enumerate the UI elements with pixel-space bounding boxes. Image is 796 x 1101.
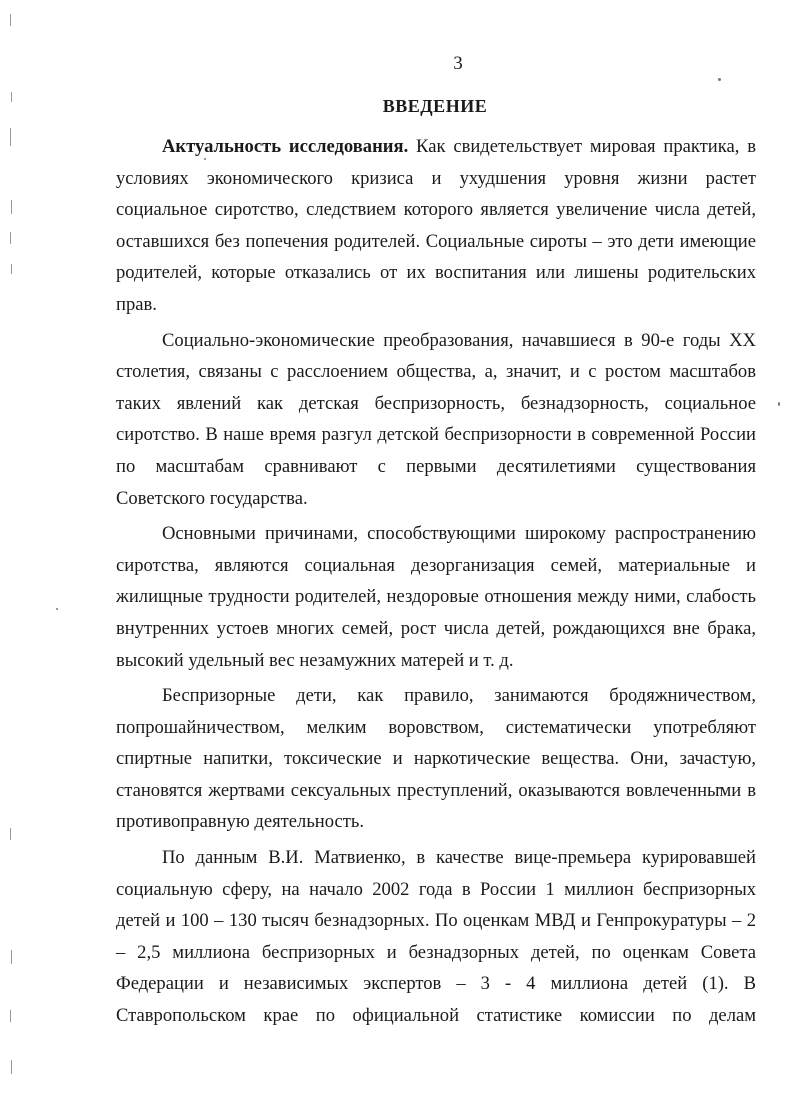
page-title: ВВЕДЕНИЕ (382, 96, 488, 116)
page-number: 3 (453, 53, 463, 74)
paragraph-statistics: По данным В.И. Матвиенко, в качестве вице-премьера курировавшей социальную сферу, на начало 2002 года в России 1 миллион беспризорных детей и 100 – 130 тысяч безнадзорных. По оценкам МВД и Генпрокуратуры – 2 – 2,5 миллиона беспризорных и безнадзорных детей, по оценкам Совета Федерации и независимых экспертов – 3 - 4 миллиона детей (1). В Ставропольском крае по официальной статистике комиссии по делам (116, 847, 756, 1027)
scan-speck (56, 608, 58, 610)
paragraph-lead: Актуальность исследования. (162, 136, 409, 157)
paragraph-causes: Основными причинами, способствующими широкому распространению сиротства, являются социальная дезорганизация семей, материальные и жилищные трудности родителей, нездоровые отношения между ними, слабость внутренних устоев многих семей, рост числа детей, рождающихся вне брака, высокий удельный вес незамужних матерей и т. д. (116, 523, 756, 671)
scan-artifact (10, 1010, 11, 1022)
scan-speck (718, 78, 721, 81)
body-text (116, 131, 756, 1032)
scan-artifact (10, 14, 11, 26)
scan-artifact (10, 232, 11, 244)
scan-artifact (11, 200, 12, 214)
scan-artifact (11, 950, 12, 964)
scan-artifact (11, 1060, 12, 1074)
paragraph-homeless-children: Беспризорные дети, как правило, занимаются бродяжничеством, попрошайничеством, мелким воровством, систематически употребляют спиртные напитки, токсические и наркотические вещества. Они, зачастую, становятся жертвами сексуальных преступлений, оказываются вовлеченными в противоправную деятельность. (116, 685, 756, 833)
scan-speck (778, 402, 780, 406)
scan-artifact (10, 828, 11, 840)
scan-artifact (11, 264, 12, 274)
paragraph-socioeconomic: Социально-экономические преобразования, начавшиеся в 90-е годы XX столетия, связаны с расслоением общества, а, значит, и с ростом масштабов таких явлений как детская беспризорность, безнадзорность, социальное сиротство. В наше время разгул детской беспризорности в современной России по масштабам сравнивают с первыми десятилетиями существования Советского государства. (116, 329, 756, 509)
paragraph-text: Как свидетельствует мировая практика, в условиях экономического кризиса и ухудшения уровня жизни растет социальное сиротство, следствием которого является увеличение числа детей, оставшихся без попечения родителей. Социальные сироты – это дети имеющие родителей, которые отказались от их воспитания или лишены родительских прав. (116, 136, 756, 315)
paragraph-relevance (116, 131, 756, 325)
scan-artifact (10, 128, 11, 146)
